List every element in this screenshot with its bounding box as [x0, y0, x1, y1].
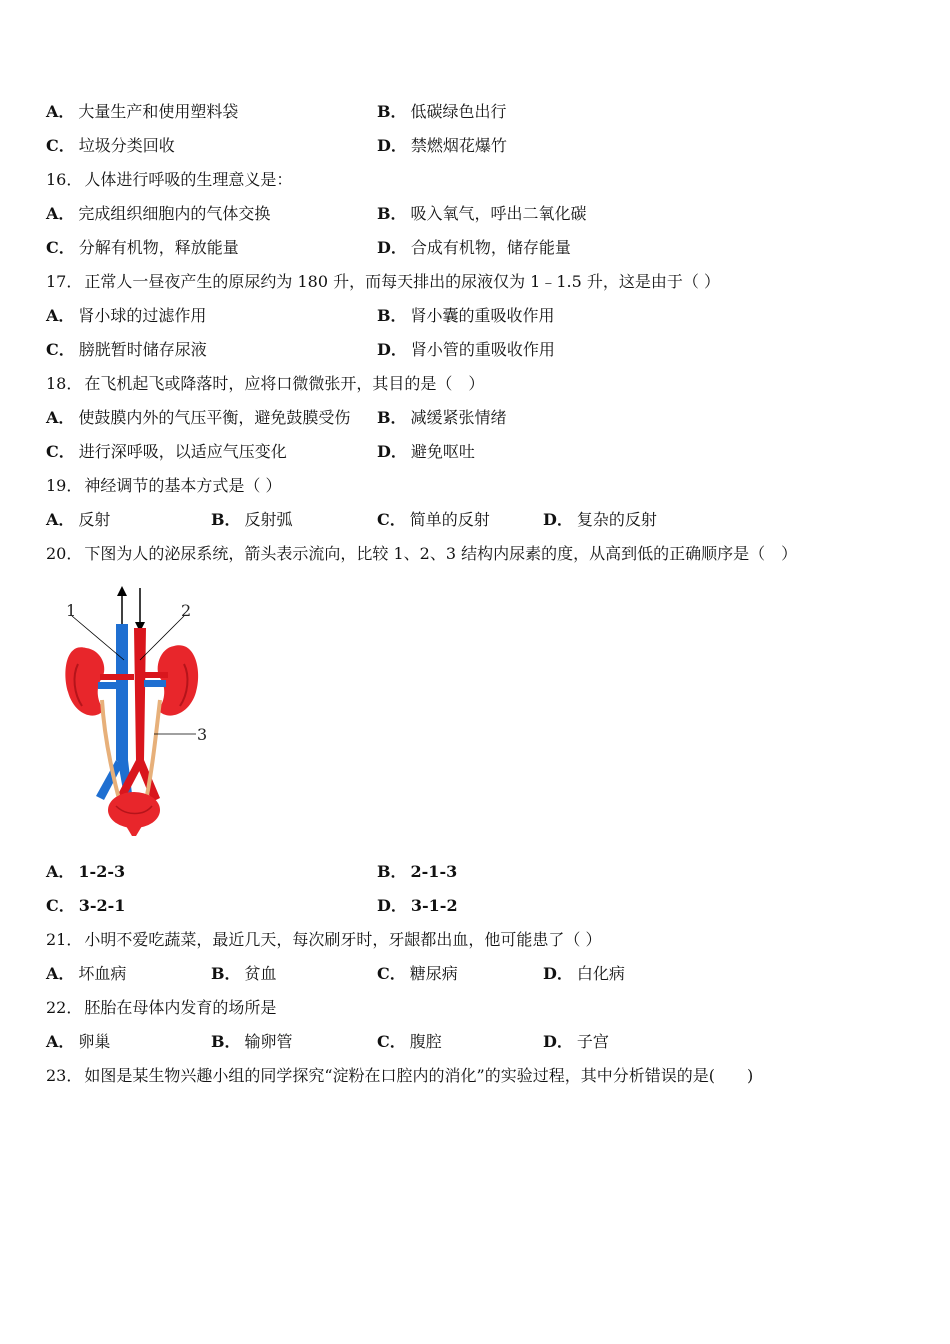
q18-option-b: B． 减缓紧张情绪: [377, 408, 507, 427]
q20-option-b: B． 2-1-3: [377, 862, 458, 881]
q21-option-a: A． 坏血病: [46, 964, 127, 983]
q19-option-a: A． 反射: [46, 510, 111, 529]
q22-option-a: A． 卵巢: [46, 1032, 111, 1051]
q19-option-d: D． 复杂的反射: [543, 510, 657, 529]
q17-option-c: C． 膀胱暂时储存尿液: [46, 340, 207, 359]
q21-option-d: D． 白化病: [543, 964, 625, 983]
q21-option-b: B． 贫血: [211, 964, 277, 983]
q22-option-c: C． 腹腔: [377, 1032, 442, 1051]
q19-option-c: C． 简单的反射: [377, 510, 490, 529]
q22-stem: 22． 胚胎在母体内发育的场所是: [46, 998, 277, 1017]
q23-stem: 23． 如图是某生物兴趣小组的同学探究“淀粉在口腔内的消化”的实验过程，其中分析错误的是( ): [46, 1066, 754, 1085]
q18-option-d: D． 避免呕吐: [377, 442, 475, 461]
q17-option-b: B． 肾小囊的重吸收作用: [377, 306, 555, 325]
q19-stem: 19． 神经调节的基本方式是（ ）: [46, 476, 282, 495]
q18-option-c: C． 进行深呼吸，以适应气压变化: [46, 442, 287, 461]
q22-option-d: D． 子宫: [543, 1032, 609, 1051]
q20-option-d: D． 3-1-2: [377, 896, 458, 915]
q18-option-a: A． 使鼓膜内外的气压平衡，避免鼓膜受伤: [46, 408, 351, 427]
q20-option-a: A． 1-2-3: [46, 862, 126, 881]
left-kidney: [65, 647, 104, 715]
q17-option-a: A． 肾小球的过滤作用: [46, 306, 207, 325]
q16-option-d: D． 合成有机物，储存能量: [377, 238, 571, 257]
figure-label-1: 1: [66, 601, 77, 620]
urinary-system-figure: [56, 584, 216, 836]
q19-option-b: B． 反射弧: [211, 510, 293, 529]
q17-option-d: D． 肾小管的重吸收作用: [377, 340, 555, 359]
q15-option-a: A． 大量生产和使用塑料袋: [46, 102, 239, 121]
q15-option-d: D． 禁燃烟花爆竹: [377, 136, 507, 155]
q15-option-c: C． 垃圾分类回收: [46, 136, 175, 155]
bladder: [108, 792, 160, 836]
figure-label-3: 3: [197, 725, 208, 744]
q16-option-c: C． 分解有机物，释放能量: [46, 238, 239, 257]
q17-stem: 17． 正常人一昼夜产生的原尿约为 180 升，而每天排出的尿液仅为 1﹣1.5 升，这是由于（ ）: [46, 272, 720, 291]
q18-stem: 18． 在飞机起飞或降落时，应将口微微张开，其目的是（ ）: [46, 374, 485, 393]
q16-option-a: A． 完成组织细胞内的气体交换: [46, 204, 271, 223]
q16-stem: 16． 人体进行呼吸的生理意义是：: [46, 170, 293, 189]
q22-option-b: B． 输卵管: [211, 1032, 293, 1051]
q20-option-c: C． 3-2-1: [46, 896, 126, 915]
q21-option-c: C． 糖尿病: [377, 964, 458, 983]
figure-label-2: 2: [181, 601, 192, 620]
q21-stem: 21． 小明不爱吃蔬菜，最近几天，每次刷牙时，牙龈都出血，他可能患了（ ）: [46, 930, 602, 949]
q16-option-b: B． 吸入氧气，呼出二氧化碳: [377, 204, 587, 223]
q20-stem: 20． 下图为人的泌尿系统，箭头表示流向，比较 1、2、3 结构内尿素的度，从高到低的正确顺序是（ ）: [46, 544, 798, 563]
q15-option-b: B． 低碳绿色出行: [377, 102, 507, 121]
